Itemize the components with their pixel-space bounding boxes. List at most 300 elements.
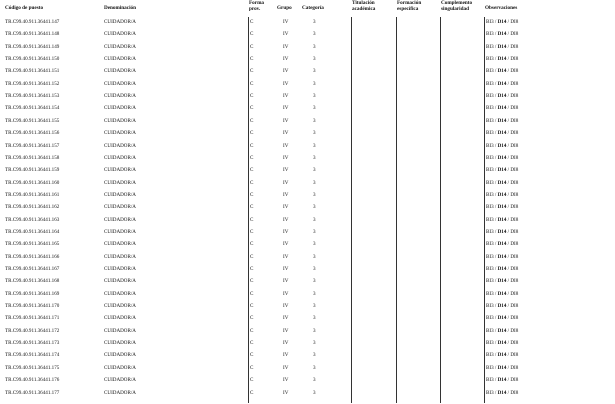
observation-separator: / xyxy=(493,266,498,272)
observation-separator: / xyxy=(506,241,511,248)
cell-denominacion: CUIDADOR/A xyxy=(104,266,136,272)
cell-codigo: TR.C99.40.911.36441.160 xyxy=(5,179,60,186)
observation-separator: / xyxy=(493,179,498,186)
cell-observaciones xyxy=(486,143,518,149)
observation-code: DI8 xyxy=(510,43,519,50)
observation-code: BI3 xyxy=(486,340,494,347)
observation-separator: / xyxy=(493,142,498,149)
cell-grupo: IV xyxy=(283,80,289,87)
cell-denominacion: CUIDADOR/A xyxy=(104,303,136,310)
observation-code: BI3 xyxy=(486,80,494,87)
observation-code: D14 xyxy=(497,31,507,38)
observation-code: D14 xyxy=(497,340,507,347)
observation-code: DI8 xyxy=(510,19,519,25)
observation-code: D14 xyxy=(497,253,507,260)
observation-code: BI3 xyxy=(486,31,494,38)
observation-code: D14 xyxy=(497,303,507,310)
observation-separator: / xyxy=(506,389,511,396)
cell-forma-prov: C xyxy=(250,290,254,297)
observation-code: D14 xyxy=(497,228,507,235)
observation-code: D14 xyxy=(497,216,507,223)
observation-separator: / xyxy=(493,68,498,75)
table-row xyxy=(0,387,615,399)
cell-observaciones xyxy=(486,19,518,25)
observation-code: BI3 xyxy=(486,142,494,149)
cell-denominacion: CUIDADOR/A xyxy=(104,179,136,186)
cell-observaciones xyxy=(486,229,518,235)
observation-code: D14 xyxy=(497,204,507,211)
observation-separator: / xyxy=(493,167,498,174)
table-row xyxy=(0,214,615,226)
observation-separator: / xyxy=(493,290,498,297)
cell-categoria: 3 xyxy=(313,340,316,347)
cell-grupo: IV xyxy=(283,253,289,260)
cell-codigo: TR.C99.40.911.36441.167 xyxy=(5,266,60,272)
observation-code: BI3 xyxy=(486,154,494,161)
observation-code: BI3 xyxy=(486,364,494,371)
cell-categoria: 3 xyxy=(313,389,316,396)
cell-observaciones xyxy=(486,328,518,334)
cell-observaciones xyxy=(486,192,518,198)
observation-separator: / xyxy=(493,31,498,38)
observation-code: BI3 xyxy=(486,352,494,359)
table-row xyxy=(0,251,615,263)
cell-observaciones xyxy=(486,155,518,161)
cell-grupo: IV xyxy=(283,377,289,384)
observation-code: D14 xyxy=(497,191,507,198)
cell-codigo: TR.C99.40.911.36441.170 xyxy=(5,303,60,310)
cell-forma-prov: C xyxy=(250,167,254,174)
table-row xyxy=(0,65,615,77)
cell-forma-prov: C xyxy=(250,19,254,25)
cell-forma-prov: C xyxy=(250,266,254,272)
header-titulacion-2: académica xyxy=(352,6,376,12)
table-row xyxy=(0,115,615,127)
observation-code: D14 xyxy=(497,80,507,87)
cell-codigo: TR.C99.40.911.36441.156 xyxy=(5,130,60,137)
observation-separator: / xyxy=(493,315,498,322)
observation-separator: / xyxy=(493,204,498,211)
table-row xyxy=(0,362,615,374)
cell-grupo: IV xyxy=(283,216,289,223)
observation-separator: / xyxy=(493,303,498,310)
observation-separator: / xyxy=(493,327,498,334)
cell-observaciones xyxy=(486,217,518,223)
observation-code: DI8 xyxy=(510,266,519,272)
cell-grupo: IV xyxy=(283,142,289,149)
observation-separator: / xyxy=(506,303,511,310)
cell-denominacion: CUIDADOR/A xyxy=(104,191,136,198)
cell-denominacion: CUIDADOR/A xyxy=(104,315,136,322)
cell-codigo: TR.C99.40.911.36441.147 xyxy=(5,19,60,25)
observation-separator: / xyxy=(506,117,511,124)
observation-code: D14 xyxy=(497,278,507,285)
cell-codigo: TR.C99.40.911.36441.149 xyxy=(5,43,60,50)
observation-code: BI3 xyxy=(486,216,494,223)
table-row xyxy=(0,152,615,164)
observation-separator: / xyxy=(493,105,498,112)
table-row xyxy=(0,275,615,287)
cell-grupo: IV xyxy=(283,303,289,310)
observation-code: DI8 xyxy=(510,142,519,149)
cell-forma-prov: C xyxy=(250,327,254,334)
table-row xyxy=(0,337,615,349)
observation-separator: / xyxy=(493,352,498,359)
observation-separator: / xyxy=(493,253,498,260)
table-row xyxy=(0,102,615,114)
cell-categoria: 3 xyxy=(313,352,316,359)
observation-code: D14 xyxy=(497,179,507,186)
observation-separator: / xyxy=(506,340,511,347)
cell-grupo: IV xyxy=(283,105,289,112)
cell-categoria: 3 xyxy=(313,43,316,50)
observation-separator: / xyxy=(493,154,498,161)
observation-code: BI3 xyxy=(486,43,494,50)
cell-grupo: IV xyxy=(283,191,289,198)
observation-code: DI8 xyxy=(510,130,519,137)
cell-grupo: IV xyxy=(283,340,289,347)
header-titulacion-1: Titulación xyxy=(352,0,375,6)
observation-code: DI8 xyxy=(510,154,519,161)
cell-codigo: TR.C99.40.911.36441.158 xyxy=(5,154,60,161)
observation-separator: / xyxy=(493,377,498,384)
observation-separator: / xyxy=(493,117,498,124)
cell-categoria: 3 xyxy=(313,154,316,161)
observation-separator: / xyxy=(493,241,498,248)
cell-denominacion: CUIDADOR/A xyxy=(104,80,136,87)
cell-categoria: 3 xyxy=(313,303,316,310)
cell-categoria: 3 xyxy=(313,364,316,371)
table-row xyxy=(0,28,615,40)
cell-grupo: IV xyxy=(283,315,289,322)
cell-denominacion: CUIDADOR/A xyxy=(104,105,136,112)
header-complemento-2: singularidad xyxy=(441,6,469,12)
observation-code: D14 xyxy=(497,142,507,149)
observation-code: BI3 xyxy=(486,228,494,235)
header-codigo: Código de puesto xyxy=(5,5,44,11)
cell-codigo: TR.C99.40.911.36441.150 xyxy=(5,56,60,63)
observation-code: D14 xyxy=(497,105,507,112)
observation-code: D14 xyxy=(497,364,507,371)
observation-code: DI8 xyxy=(510,290,519,297)
cell-codigo: TR.C99.40.911.36441.152 xyxy=(5,80,60,87)
observation-code: BI3 xyxy=(486,93,494,100)
table-header xyxy=(0,0,615,16)
observation-code: BI3 xyxy=(486,327,494,334)
table-row xyxy=(0,288,615,300)
cell-forma-prov: C xyxy=(250,241,254,248)
header-complemento-1: Complemento xyxy=(441,0,473,6)
cell-categoria: 3 xyxy=(313,204,316,211)
header-forma-prov-1: Forma xyxy=(249,0,264,6)
cell-codigo: TR.C99.40.911.36441.169 xyxy=(5,290,60,297)
cell-forma-prov: C xyxy=(250,352,254,359)
observation-separator: / xyxy=(506,80,511,87)
table-row xyxy=(0,177,615,189)
observation-code: BI3 xyxy=(486,278,494,285)
observation-separator: / xyxy=(506,377,511,384)
cell-grupo: IV xyxy=(283,266,289,272)
cell-categoria: 3 xyxy=(313,80,316,87)
cell-denominacion: CUIDADOR/A xyxy=(104,31,136,38)
observation-separator: / xyxy=(493,340,498,347)
observation-separator: / xyxy=(506,43,511,50)
cell-categoria: 3 xyxy=(313,327,316,334)
observation-code: DI8 xyxy=(510,364,519,371)
cell-denominacion: CUIDADOR/A xyxy=(104,167,136,174)
cell-codigo: TR.C99.40.911.36441.174 xyxy=(5,352,60,359)
observation-separator: / xyxy=(493,216,498,223)
cell-grupo: IV xyxy=(283,154,289,161)
cell-observaciones xyxy=(486,340,518,346)
observation-code: DI8 xyxy=(510,303,519,310)
table-row xyxy=(0,201,615,213)
cell-grupo: IV xyxy=(283,352,289,359)
cell-observaciones xyxy=(486,291,518,297)
cell-categoria: 3 xyxy=(313,290,316,297)
header-formacion-1: Formación xyxy=(397,0,422,6)
cell-observaciones xyxy=(486,377,518,383)
observation-separator: / xyxy=(506,68,511,75)
cell-observaciones xyxy=(486,254,518,260)
cell-observaciones xyxy=(486,315,518,321)
cell-forma-prov: C xyxy=(250,154,254,161)
cell-codigo: TR.C99.40.911.36441.171 xyxy=(5,315,60,322)
observation-code: DI8 xyxy=(510,389,519,396)
observation-code: D14 xyxy=(497,19,507,25)
cell-categoria: 3 xyxy=(313,266,316,272)
cell-forma-prov: C xyxy=(250,228,254,235)
cell-denominacion: CUIDADOR/A xyxy=(104,253,136,260)
cell-codigo: TR.C99.40.911.36441.154 xyxy=(5,105,60,112)
header-grupo: Grupo xyxy=(277,5,292,11)
cell-categoria: 3 xyxy=(313,19,316,25)
observation-separator: / xyxy=(493,130,498,137)
cell-codigo: TR.C99.40.911.36441.157 xyxy=(5,142,60,149)
cell-categoria: 3 xyxy=(313,216,316,223)
cell-forma-prov: C xyxy=(250,377,254,384)
observation-code: BI3 xyxy=(486,389,494,396)
cell-forma-prov: C xyxy=(250,43,254,50)
observation-separator: / xyxy=(493,278,498,285)
observation-separator: / xyxy=(493,191,498,198)
observation-separator: / xyxy=(493,389,498,396)
cell-denominacion: CUIDADOR/A xyxy=(104,117,136,124)
observation-code: BI3 xyxy=(486,241,494,248)
cell-forma-prov: C xyxy=(250,130,254,137)
cell-grupo: IV xyxy=(283,167,289,174)
cell-denominacion: CUIDADOR/A xyxy=(104,43,136,50)
cell-denominacion: CUIDADOR/A xyxy=(104,228,136,235)
table-row xyxy=(0,238,615,250)
observation-code: DI8 xyxy=(510,327,519,334)
cell-denominacion: CUIDADOR/A xyxy=(104,327,136,334)
cell-observaciones xyxy=(486,93,518,99)
table-row xyxy=(0,78,615,90)
cell-grupo: IV xyxy=(283,241,289,248)
observation-code: BI3 xyxy=(486,303,494,310)
observation-code: BI3 xyxy=(486,19,494,25)
observation-separator: / xyxy=(493,56,498,63)
observation-code: BI3 xyxy=(486,167,494,174)
cell-denominacion: CUIDADOR/A xyxy=(104,290,136,297)
observation-separator: / xyxy=(506,19,511,25)
cell-codigo: TR.C99.40.911.36441.168 xyxy=(5,278,60,285)
observation-code: DI8 xyxy=(510,68,519,75)
cell-codigo: TR.C99.40.911.36441.173 xyxy=(5,340,60,347)
cell-grupo: IV xyxy=(283,389,289,396)
observation-code: BI3 xyxy=(486,315,494,322)
observation-code: BI3 xyxy=(486,179,494,186)
cell-observaciones xyxy=(486,180,518,186)
cell-denominacion: CUIDADOR/A xyxy=(104,204,136,211)
observation-code: BI3 xyxy=(486,130,494,137)
cell-categoria: 3 xyxy=(313,278,316,285)
cell-categoria: 3 xyxy=(313,191,316,198)
cell-codigo: TR.C99.40.911.36441.165 xyxy=(5,241,60,248)
cell-grupo: IV xyxy=(283,43,289,50)
header-observaciones: Observaciones xyxy=(485,5,518,11)
observation-code: DI8 xyxy=(510,278,519,285)
cell-observaciones xyxy=(486,266,518,272)
cell-codigo: TR.C99.40.911.36441.175 xyxy=(5,364,60,371)
cell-codigo: TR.C99.40.911.36441.164 xyxy=(5,228,60,235)
cell-codigo: TR.C99.40.911.36441.159 xyxy=(5,167,60,174)
observation-separator: / xyxy=(506,352,511,359)
cell-observaciones xyxy=(486,118,518,124)
cell-grupo: IV xyxy=(283,290,289,297)
header-forma-prov-2: prov. xyxy=(249,6,261,12)
cell-grupo: IV xyxy=(283,93,289,100)
cell-forma-prov: C xyxy=(250,340,254,347)
cell-categoria: 3 xyxy=(313,315,316,322)
cell-categoria: 3 xyxy=(313,130,316,137)
cell-observaciones xyxy=(486,365,518,371)
cell-observaciones xyxy=(486,390,518,396)
cell-grupo: IV xyxy=(283,179,289,186)
cell-observaciones xyxy=(486,241,518,247)
observation-separator: / xyxy=(506,315,511,322)
cell-observaciones xyxy=(486,44,518,50)
table-row xyxy=(0,164,615,176)
observation-code: D14 xyxy=(497,68,507,75)
cell-forma-prov: C xyxy=(250,389,254,396)
table-row xyxy=(0,41,615,53)
observation-code: DI8 xyxy=(510,56,519,63)
observation-code: DI8 xyxy=(510,228,519,235)
cell-forma-prov: C xyxy=(250,31,254,38)
observation-code: DI8 xyxy=(510,117,519,124)
cell-denominacion: CUIDADOR/A xyxy=(104,68,136,75)
observation-code: D14 xyxy=(497,56,507,63)
observation-code: DI8 xyxy=(510,105,519,112)
observation-code: D14 xyxy=(497,93,507,100)
cell-forma-prov: C xyxy=(250,204,254,211)
observation-code: D14 xyxy=(497,241,507,248)
cell-codigo: TR.C99.40.911.36441.162 xyxy=(5,204,60,211)
cell-grupo: IV xyxy=(283,204,289,211)
cell-codigo: TR.C99.40.911.36441.172 xyxy=(5,327,60,334)
observation-code: BI3 xyxy=(486,56,494,63)
cell-categoria: 3 xyxy=(313,117,316,124)
cell-forma-prov: C xyxy=(250,56,254,63)
observation-separator: / xyxy=(506,56,511,63)
cell-forma-prov: C xyxy=(250,278,254,285)
observation-separator: / xyxy=(493,43,498,50)
table-row xyxy=(0,226,615,238)
cell-grupo: IV xyxy=(283,31,289,38)
observation-separator: / xyxy=(506,216,511,223)
observation-separator: / xyxy=(506,278,511,285)
header-denominacion: Denominación xyxy=(104,5,136,11)
cell-forma-prov: C xyxy=(250,68,254,75)
table-row xyxy=(0,16,615,28)
cell-categoria: 3 xyxy=(313,68,316,75)
cell-codigo: TR.C99.40.911.36441.161 xyxy=(5,191,60,198)
observation-code: BI3 xyxy=(486,117,494,124)
cell-grupo: IV xyxy=(283,278,289,285)
cell-denominacion: CUIDADOR/A xyxy=(104,389,136,396)
cell-observaciones xyxy=(486,204,518,210)
observation-code: DI8 xyxy=(510,216,519,223)
observation-code: D14 xyxy=(497,167,507,174)
observation-code: DI8 xyxy=(510,352,519,359)
cell-grupo: IV xyxy=(283,364,289,371)
cell-categoria: 3 xyxy=(313,31,316,38)
cell-denominacion: CUIDADOR/A xyxy=(104,154,136,161)
cell-observaciones xyxy=(486,352,518,358)
cell-categoria: 3 xyxy=(313,228,316,235)
observation-code: DI8 xyxy=(510,93,519,100)
cell-observaciones xyxy=(486,167,518,173)
observation-separator: / xyxy=(493,364,498,371)
observation-separator: / xyxy=(506,167,511,174)
observation-separator: / xyxy=(506,191,511,198)
cell-forma-prov: C xyxy=(250,142,254,149)
cell-codigo: TR.C99.40.911.36441.148 xyxy=(5,31,60,38)
cell-observaciones xyxy=(486,56,518,62)
cell-codigo: TR.C99.40.911.36441.163 xyxy=(5,216,60,223)
table-row xyxy=(0,127,615,139)
observation-separator: / xyxy=(493,19,498,25)
cell-forma-prov: C xyxy=(250,105,254,112)
cell-denominacion: CUIDADOR/A xyxy=(104,130,136,137)
cell-denominacion: CUIDADOR/A xyxy=(104,241,136,248)
cell-categoria: 3 xyxy=(313,56,316,63)
observation-code: D14 xyxy=(497,130,507,137)
cell-forma-prov: C xyxy=(250,303,254,310)
observation-separator: / xyxy=(506,253,511,260)
cell-grupo: IV xyxy=(283,117,289,124)
cell-categoria: 3 xyxy=(313,93,316,100)
cell-forma-prov: C xyxy=(250,364,254,371)
observation-code: DI8 xyxy=(510,253,519,260)
observation-code: DI8 xyxy=(510,179,519,186)
observation-code: D14 xyxy=(497,154,507,161)
observation-code: BI3 xyxy=(486,377,494,384)
cell-grupo: IV xyxy=(283,56,289,63)
observation-code: DI8 xyxy=(510,31,519,38)
cell-denominacion: CUIDADOR/A xyxy=(104,216,136,223)
cell-codigo: TR.C99.40.911.36441.176 xyxy=(5,377,60,384)
observation-separator: / xyxy=(506,290,511,297)
table-row xyxy=(0,140,615,152)
cell-categoria: 3 xyxy=(313,241,316,248)
cell-forma-prov: C xyxy=(250,179,254,186)
observation-code: BI3 xyxy=(486,105,494,112)
observation-separator: / xyxy=(506,204,511,211)
cell-observaciones xyxy=(486,81,518,87)
